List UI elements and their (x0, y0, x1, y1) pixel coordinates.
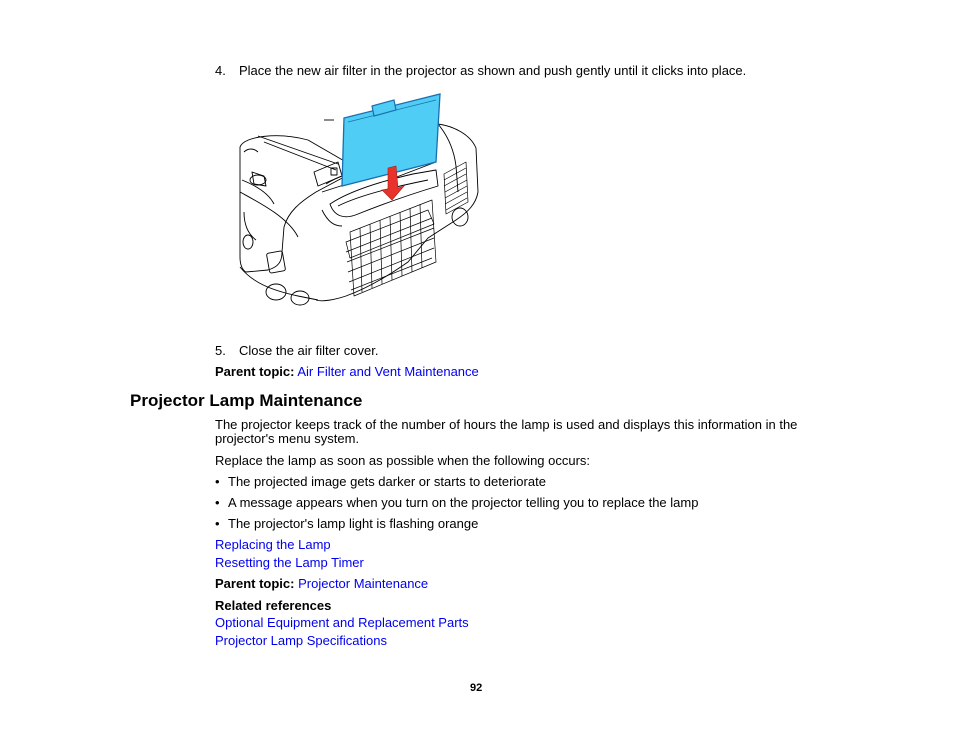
bullet-item (215, 516, 478, 531)
projector-air-filter-illustration (238, 92, 483, 312)
related-references-heading: Related references (215, 598, 332, 613)
paragraph-2: Replace the lamp as soon as possible when the following occurs: (215, 453, 591, 468)
bullet-item (215, 474, 546, 489)
step-4 (215, 63, 747, 78)
paragraph-1-line-1: The projector keeps track of the number of hours the lamp is used and displays this information in the (215, 417, 798, 432)
bullet-text: A message appears when you turn on the projector telling you to replace the lamp (228, 495, 699, 510)
step-5-number: 5. (215, 343, 226, 358)
paragraph-1-line-2: projector's menu system. (215, 431, 360, 446)
step-4-number: 4. (215, 63, 226, 78)
bullet-item (215, 495, 698, 510)
bullet-marker: • (215, 516, 220, 531)
page-number: 92 (470, 682, 483, 694)
lamp-specifications-link[interactable]: Projector Lamp Specifications (215, 633, 387, 648)
projector-maintenance-link[interactable]: Projector Maintenance (298, 576, 429, 591)
parent-topic-air-filter (215, 364, 479, 379)
parent-topic-projector-maintenance (215, 576, 428, 591)
parent-topic-label: Parent topic: (215, 364, 295, 379)
bullet-text: The projector's lamp light is flashing orange (228, 516, 479, 531)
bullet-marker: • (215, 495, 220, 510)
bullet-text: The projected image gets darker or starts to deteriorate (228, 474, 546, 489)
section-title: Projector Lamp Maintenance (130, 391, 363, 410)
parent-topic-label: Parent topic: (215, 576, 295, 591)
resetting-lamp-timer-link[interactable]: Resetting the Lamp Timer (215, 555, 364, 570)
step-4-text: Place the new air filter in the projector as shown and push gently until it clicks into place. (239, 63, 747, 78)
optional-equipment-link[interactable]: Optional Equipment and Replacement Parts (215, 615, 469, 630)
step-5 (215, 343, 379, 358)
replacing-the-lamp-link[interactable]: Replacing the Lamp (215, 537, 331, 552)
step-5-text: Close the air filter cover. (239, 343, 379, 358)
air-filter-vent-maintenance-link[interactable]: Air Filter and Vent Maintenance (297, 364, 479, 379)
bullet-marker: • (215, 474, 220, 489)
